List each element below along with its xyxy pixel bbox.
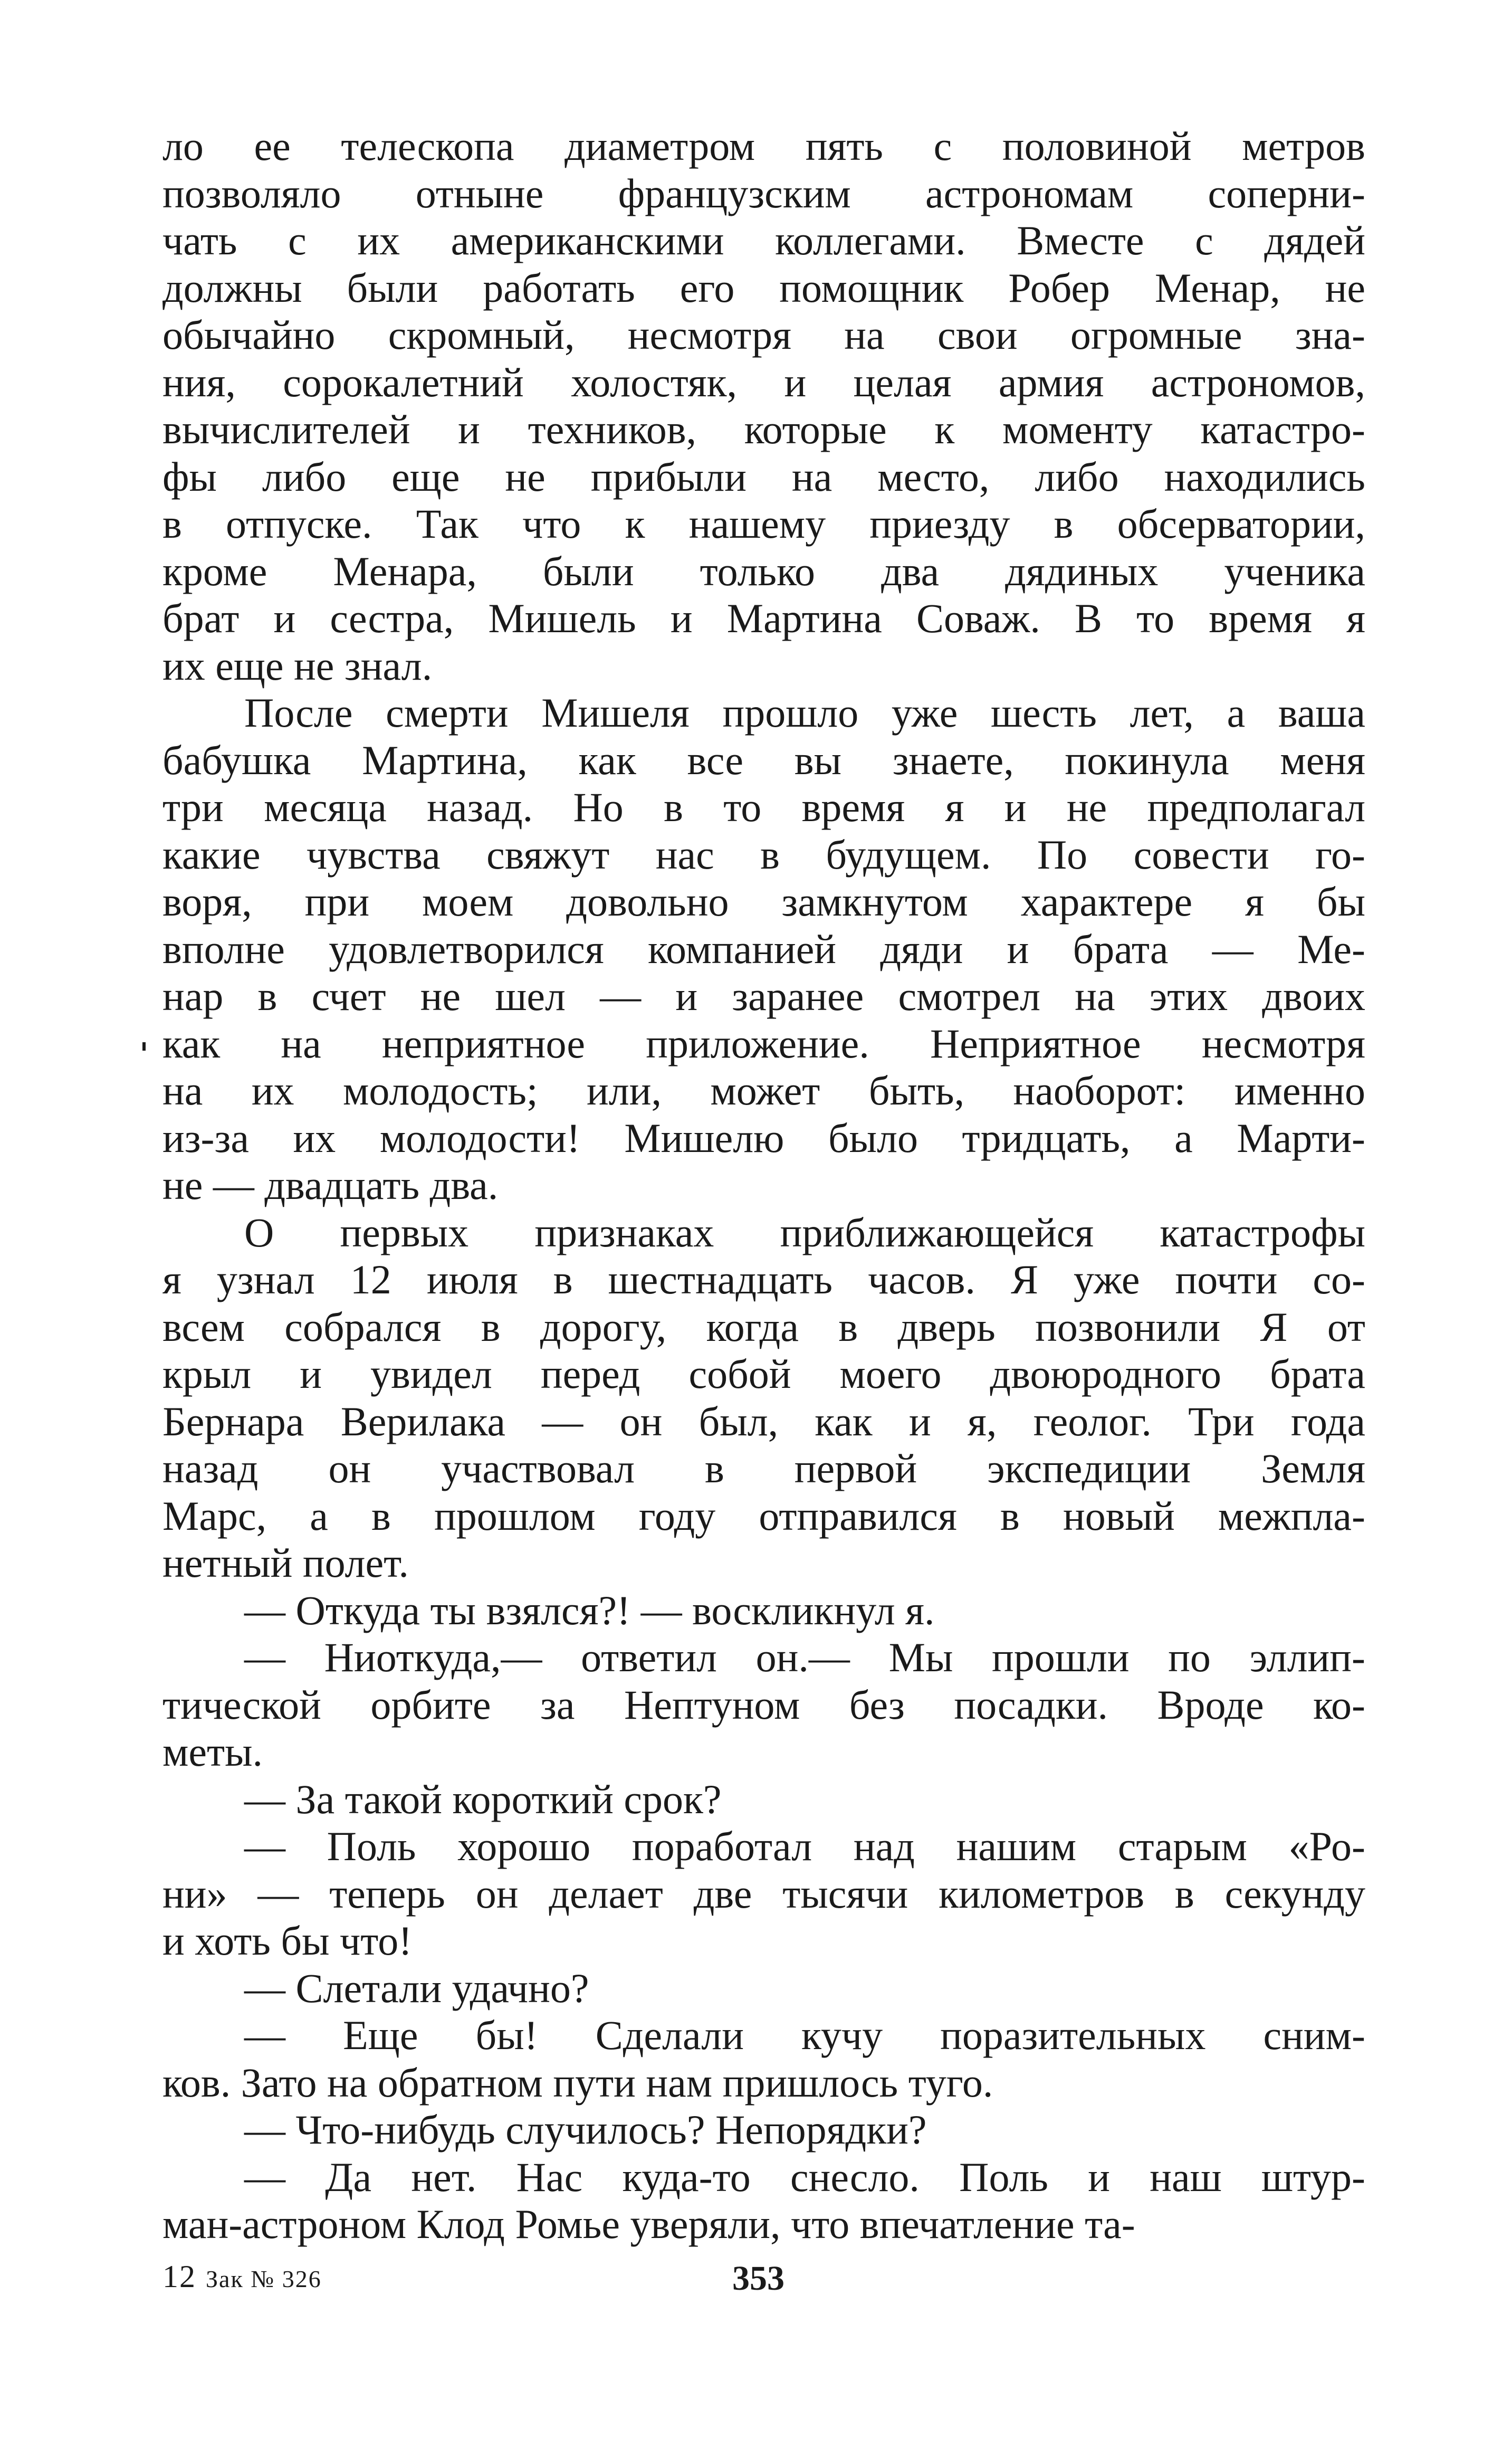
text-line: не — двадцать два. xyxy=(162,1162,499,1208)
text-line: — За такой короткий срок? xyxy=(244,1776,722,1822)
text-line: должны были работать его помощник Робер Менар, не xyxy=(162,264,1365,311)
text-line: фы либо еще не прибыли на место, либо находились xyxy=(162,453,1365,500)
text-line: их еще не знал. xyxy=(162,642,433,689)
text-line: ния, сорокалетний холостяк, и целая армия астрономов, xyxy=(162,359,1365,405)
text-line: нар в счет не шел — и заранее смотрел на этих двоих xyxy=(162,973,1365,1019)
margin-mark xyxy=(142,1042,146,1051)
page-number: 353 xyxy=(732,2259,784,2298)
text-line: После смерти Мишеля прошло уже шесть лет, а ваша xyxy=(244,690,1365,736)
text-line: ман-астроном Клод Ромье уверяли, что впечатление та- xyxy=(162,2201,1135,2247)
text-line: — Откуда ты взялся?! — воскликнул я. xyxy=(244,1587,935,1633)
text-line: Бернара Верилака — он был, как и я, геолог. Три года xyxy=(162,1398,1365,1444)
text-line: ков. Зато на обратном пути нам пришлось туго. xyxy=(162,2059,993,2106)
paragraph xyxy=(162,2106,1365,2154)
printer-signature xyxy=(162,2259,331,2295)
text-line: крыл и увидел перед собой моего двоюродного брата xyxy=(162,1351,1365,1397)
text-line: чать с их американскими коллегами. Вместе с дядей xyxy=(162,217,1365,263)
text-line: и хоть бы что! xyxy=(162,1918,413,1964)
text-line: ни» — теперь он делает две тысячи километров в секунду xyxy=(162,1870,1365,1917)
paragraph xyxy=(162,2154,1365,2248)
text-line: из-за их молодости! Мишелю было тридцать, а Марти- xyxy=(162,1115,1365,1161)
signature-number: 12 xyxy=(162,2259,196,2294)
text-column xyxy=(162,122,1365,2248)
paragraph xyxy=(162,1776,1365,1823)
text-line: — Поль хорошо поработал над нашим старым «Ро- xyxy=(244,1823,1365,1869)
paragraph xyxy=(162,122,1365,689)
text-line: вполне удовлетворился компанией дяди и брата — Ме- xyxy=(162,926,1365,972)
text-line: позволяло отныне французским астрономам соперни- xyxy=(162,170,1365,216)
text-line: назад он участвовал в первой экспедиции Земля xyxy=(162,1445,1365,1491)
paragraph xyxy=(162,1587,1365,1634)
text-line: бабушка Мартина, как все вы знаете, покинула меня xyxy=(162,737,1365,783)
text-line: — Слетали удачно? xyxy=(244,1965,589,2011)
signature-order: Зак № 326 xyxy=(206,2265,322,2292)
text-line: вычислителей и техников, которые к моменту катастро- xyxy=(162,406,1365,452)
paragraph xyxy=(162,689,1365,1209)
text-line: меты. xyxy=(162,1729,263,1775)
paragraph xyxy=(162,1965,1365,2012)
page-footer xyxy=(162,2259,1365,2306)
text-line: я узнал 12 июля в шестнадцать часов. Я уже почти со- xyxy=(162,1256,1365,1302)
text-line: — Что-нибудь случилось? Непорядки? xyxy=(244,2107,927,2153)
text-line: воря, при моем довольно замкнутом характере я бы xyxy=(162,879,1365,925)
paragraph xyxy=(162,1209,1365,1587)
text-line: обычайно скромный, несмотря на свои огромные зна- xyxy=(162,312,1365,358)
text-line: на их молодость; или, может быть, наоборот: именно xyxy=(162,1068,1365,1113)
text-line: брат и сестра, Мишель и Мартина Соваж. В то время я xyxy=(162,595,1365,641)
text-line: нетный полет. xyxy=(162,1540,409,1586)
paragraph xyxy=(162,1634,1365,1776)
text-line: — Еще бы! Сделали кучу поразительных сним- xyxy=(244,2012,1365,2058)
text-line: три месяца назад. Но в то время я и не предполагал xyxy=(162,784,1365,830)
text-line: ло ее телескопа диаметром пять с половиной метров xyxy=(162,123,1365,169)
text-line: в отпуске. Так что к нашему приезду в обсерватории, xyxy=(162,501,1365,547)
text-line: всем собрался в дорогу, когда в дверь позвонили Я от xyxy=(162,1303,1365,1350)
text-line: тической орбите за Нептуном без посадки. Вроде ко- xyxy=(162,1681,1365,1728)
text-line: О первых признаках приближающейся катастрофы xyxy=(244,1209,1365,1255)
text-line: кроме Менара, были только два дядиных ученика xyxy=(162,548,1365,594)
text-line: как на неприятное приложение. Неприятное несмотря xyxy=(162,1020,1365,1066)
paragraph xyxy=(162,1823,1365,1965)
text-line: — Ниоткуда,— ответил он.— Мы прошли по эллип- xyxy=(244,1634,1365,1680)
paragraph xyxy=(162,2012,1365,2106)
text-line: какие чувства свяжут нас в будущем. По совести го- xyxy=(162,831,1365,878)
text-line: Марс, а в прошлом году отправился в новый межпла- xyxy=(162,1492,1365,1539)
text-line: — Да нет. Нас куда-то снесло. Поль и наш штур- xyxy=(244,2154,1365,2200)
